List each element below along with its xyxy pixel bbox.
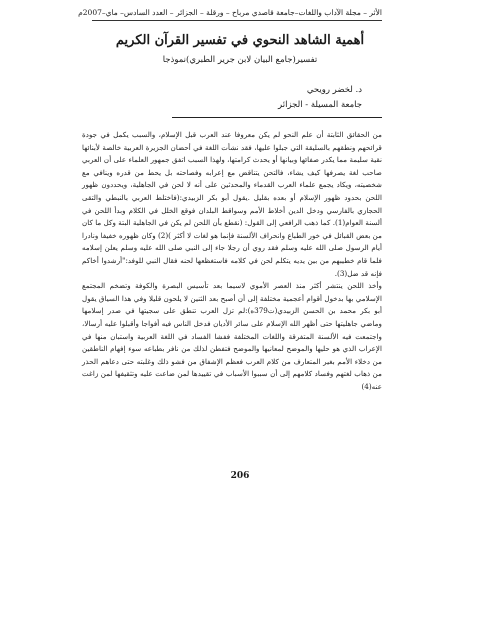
article-body — [82, 129, 382, 393]
running-head-rule — [92, 20, 382, 21]
running-head: الأثر – مجلة الآداب واللغات–جامعة قاصدي مرباح – ورقلة – الجزائر – العدد السادس– ماي–2007م — [78, 8, 382, 17]
header-divider — [172, 117, 382, 118]
body-paragraph: وأخذ اللحن ينتشر أكثر منذ العصر الأموي لاسيما بعد تأسيس البصرة والكوفة وتضخم المجتمع الإسلامي بها بدخول أقوام أعجمية مختلفة إلى أن أصبح بعد الثنين لا يلحون قليلا وفي هذا السياق يقول أبو بكر محمد بن الحسن الزبيدي(ت379ه):لم تزل العرب تنطق على سجيتها في صدر إسلامها وماضي جاهليتها حتى أظهر الله الإسلام على سائر الأديان فدخل الناس فيه أفواجا وأقبلوا عليه أرسالا، واجتمعت فيه الألسنة المتفرقة واللغات المختلفة ففشا الفساد في اللغة العربية واستبان منها في الإعراب الذي هو حليها والموضح لمعانيها والموضح فتفطن لذلك من نافر بطباعه سوء إفهام الناطقين من دخلاء الأمم بغير المتعارف من كلام العرب فعظم الإشفاق من فشو ذلك وغلبته حتى دعاهم الحذر من ذهاب لغتهم وفساد كلامهم إلى أن سببوا الأسباب في تقييدها لمن ضاعت عليه وتثقيفها لمن زاغت عنه(4) — [82, 281, 382, 391]
article-title: أهمية الشاهد النحوي في تفسير القرآن الكريم — [115, 33, 365, 48]
author-affiliation: جامعة المسيلة - الجزائر — [278, 100, 362, 110]
author-name: د. لخضر رويحي — [306, 85, 362, 95]
body-paragraph: من الحقائق الثابتة أن علم النحو لم يكن معروفا عند العرب قبل الإسلام، والسبب يكمل في جودة قرائحهم ونطقهم بالسليقة التي جبلوا عليها، فقد نشأت اللغة في أحضان الجزيرة العربية خالصة لأبنائها نقية سليمة مما يكدر صفائها وبيانها أو يحدث كرامتها، ولهذا السبب اتفق جمهور العلماء على أن العربي صاحب لغة يصرفها كيف يشاء، فالتحن يتناقض مع إعرابه وفصاحته بل يحط من قدره وينافي مع شخصيته، ويكاد يجمع علماء العرب القدماء والمحدثين على أنه لا لحن في الجاهلية، ويحددون ظهور اللحن بحدود ظهور الإسلام أو بعده بقليل .يقول أبو بكر الزبيدي:(فاختلط العربي بالنبطي والتقى الحجازي بالفارسي ودخل الدين أخلاط الأمم وسواقط البلدان فوقع الخلل في الكلام وبدأ اللحن في ألسنة العوام(1). كما ذهب الرافعي إلى القول: (نقطع بأن اللحن لم يكن في الجاهلية البتة وكل ما كان من بعض القبائل في خور الطباع وانحراف الألسنة فإنما هو لغات لا أكثر )(2) وكان ظهوره خفيفا ونادرا أيام الرسول صلى الله عليه وسلم فقد روي أن رجلا جاء إلى النبي صلى الله عليه وسلم يعلن إسلامه فلما قام خطيبهم من بين يديه يتكلم لحن في كلامه فاستغظعها لحنه فقال النبي للوفد:"أرشدوا أخاكم فإنه قد ضل(3). — [82, 130, 382, 278]
article-subtitle: تفسير(جامع البيان لابن جرير الطبري)نموذجا — [162, 55, 318, 65]
page-number: 206 — [230, 471, 250, 481]
